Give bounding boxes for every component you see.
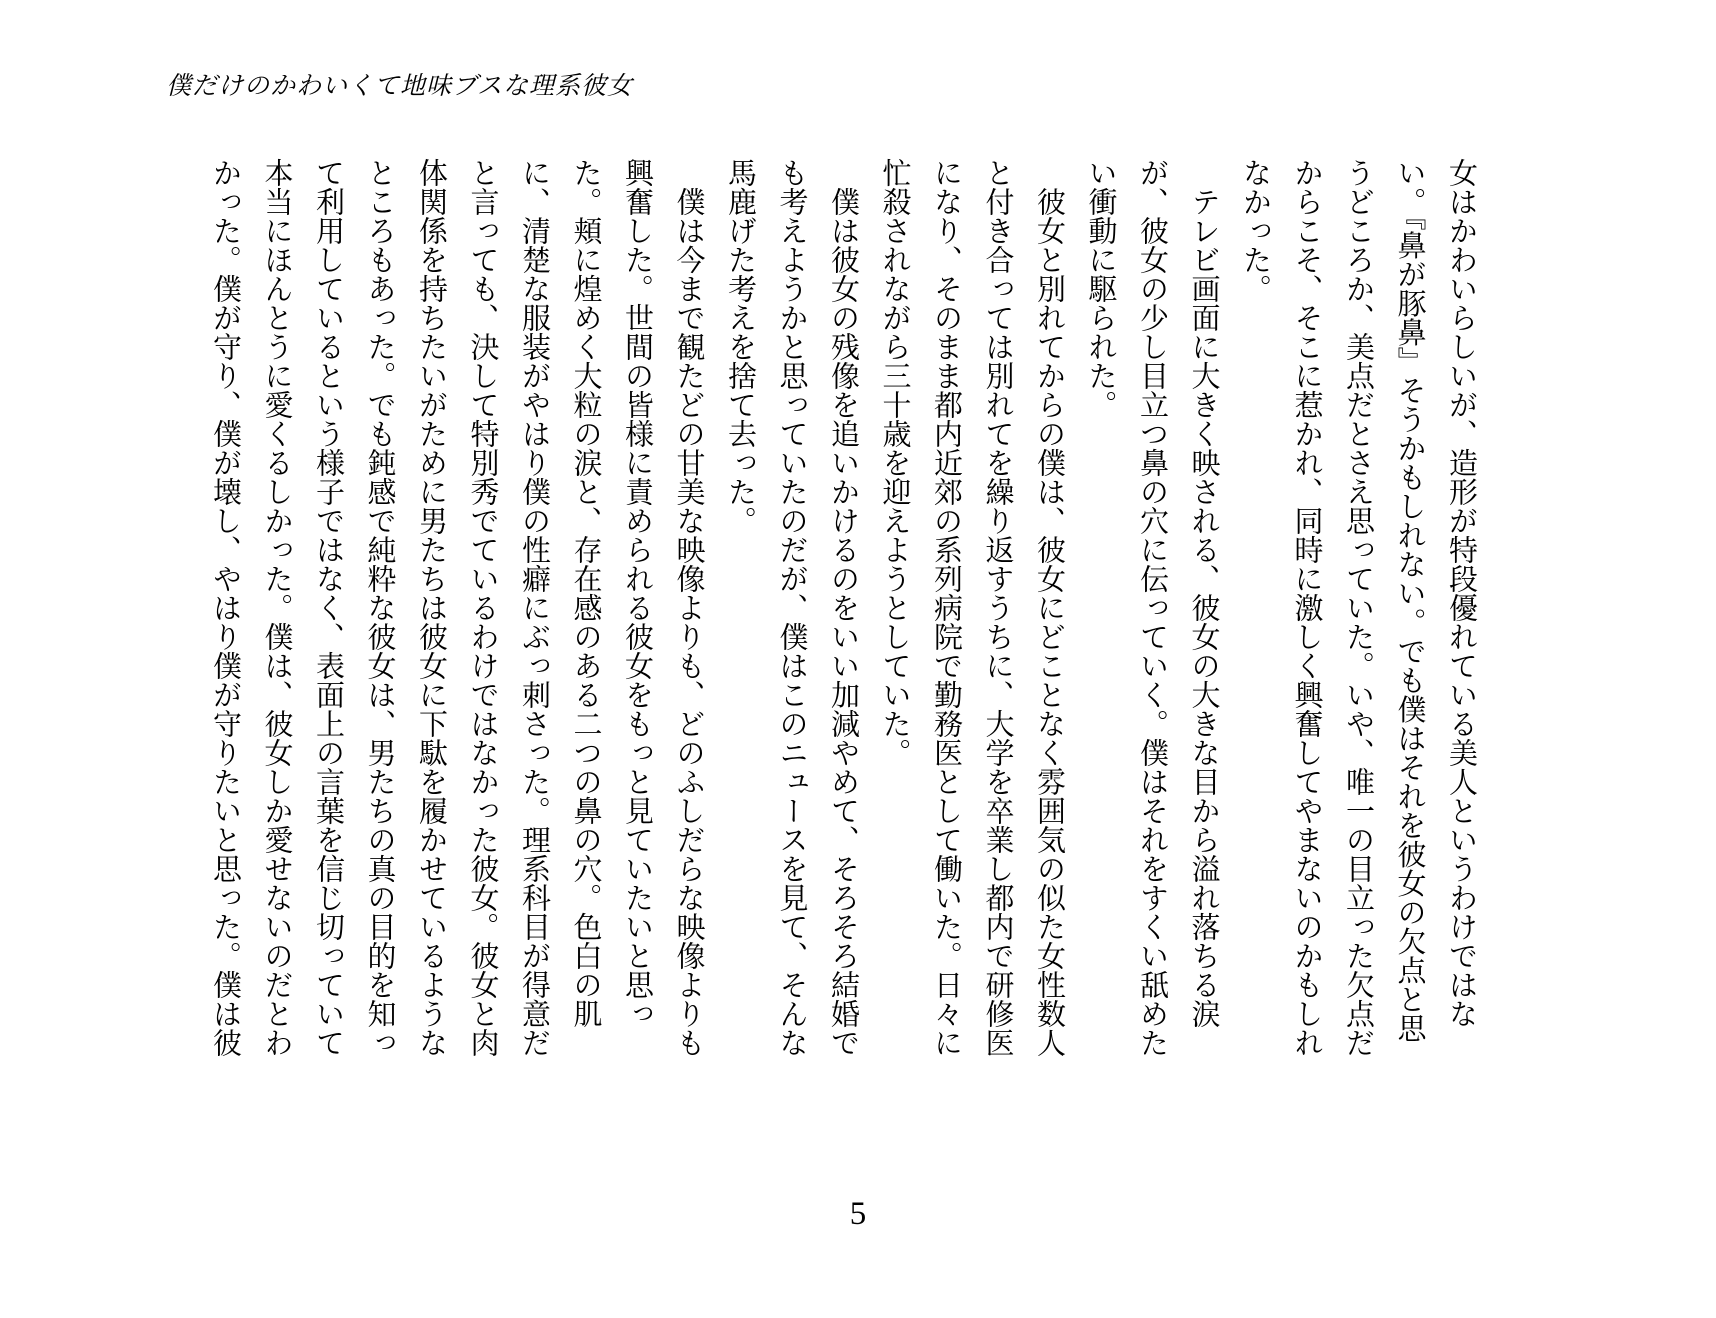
page-number: 5 [849, 1196, 867, 1232]
body-text [199, 158, 1487, 1058]
paragraph: 僕は今まで観たどの甘美な映像よりも、どのふしだらな映像よりも興奮した。世間の皆様に責められる彼女をもっと見ていたいと思った。頬に煌めく大粒の涙と、存在感のある二つの鼻の穴。色白の肌に、清楚な服装がやはり僕の性癖にぶっ刺さった。理系科目が得意だと言っても、決して特別秀でているわけではなかった彼女。彼女と肉体関係を持ちたいがために男たちは彼女に下駄を履かせているようなところもあった。でも鈍感で純粋な彼女は、男たちの真の目的を知って利用しているという様子ではなく、表面上の言葉を信じ切っていて本当にほんとうに愛くるしかった。僕は、彼女しか愛せないのだとわかった。僕が守り、僕が壊し、やはり僕が守りたいと思った。僕は彼 [209, 158, 705, 1057]
paragraph: 彼女と別れてからの僕は、彼女にどことなく雰囲気の似た女性数人と付き合っては別れてを繰り返すうちに、大学を卒業し都内で研修医になり、そのまま都内近郊の系列病院で勤務医として働いた。日々に忙殺されながら三十歳を迎えようとしていた。 [878, 158, 1065, 1057]
running-title: 僕だけのかわいくて地味ブスな理系彼女 [166, 73, 634, 100]
paragraph: 女はかわいらしいが、造形が特段優れている美人というわけではない。『鼻が豚鼻』そうかもしれない。でも僕はそれを彼女の欠点と思うどころか、美点だとさえ思っていた。いや、唯一の目立った欠点だからこそ、そこに惹かれ、同時に激しく興奮してやまないのかもしれなかった。 [1239, 158, 1477, 1057]
paragraph: テレビ画面に大きく映される、彼女の大きな目から溢れ落ちる涙が、彼女の少し目立つ鼻の穴に伝っていく。僕はそれをすくい舐めたい衝動に駆られた。 [1084, 158, 1220, 1057]
paragraph: 僕は彼女の残像を追いかけるのをいい加減やめて、そろそろ結婚でも考えようかと思っていたのだが、僕はこのニュースを見て、そんな馬鹿げた考えを捨て去った。 [724, 158, 859, 1057]
